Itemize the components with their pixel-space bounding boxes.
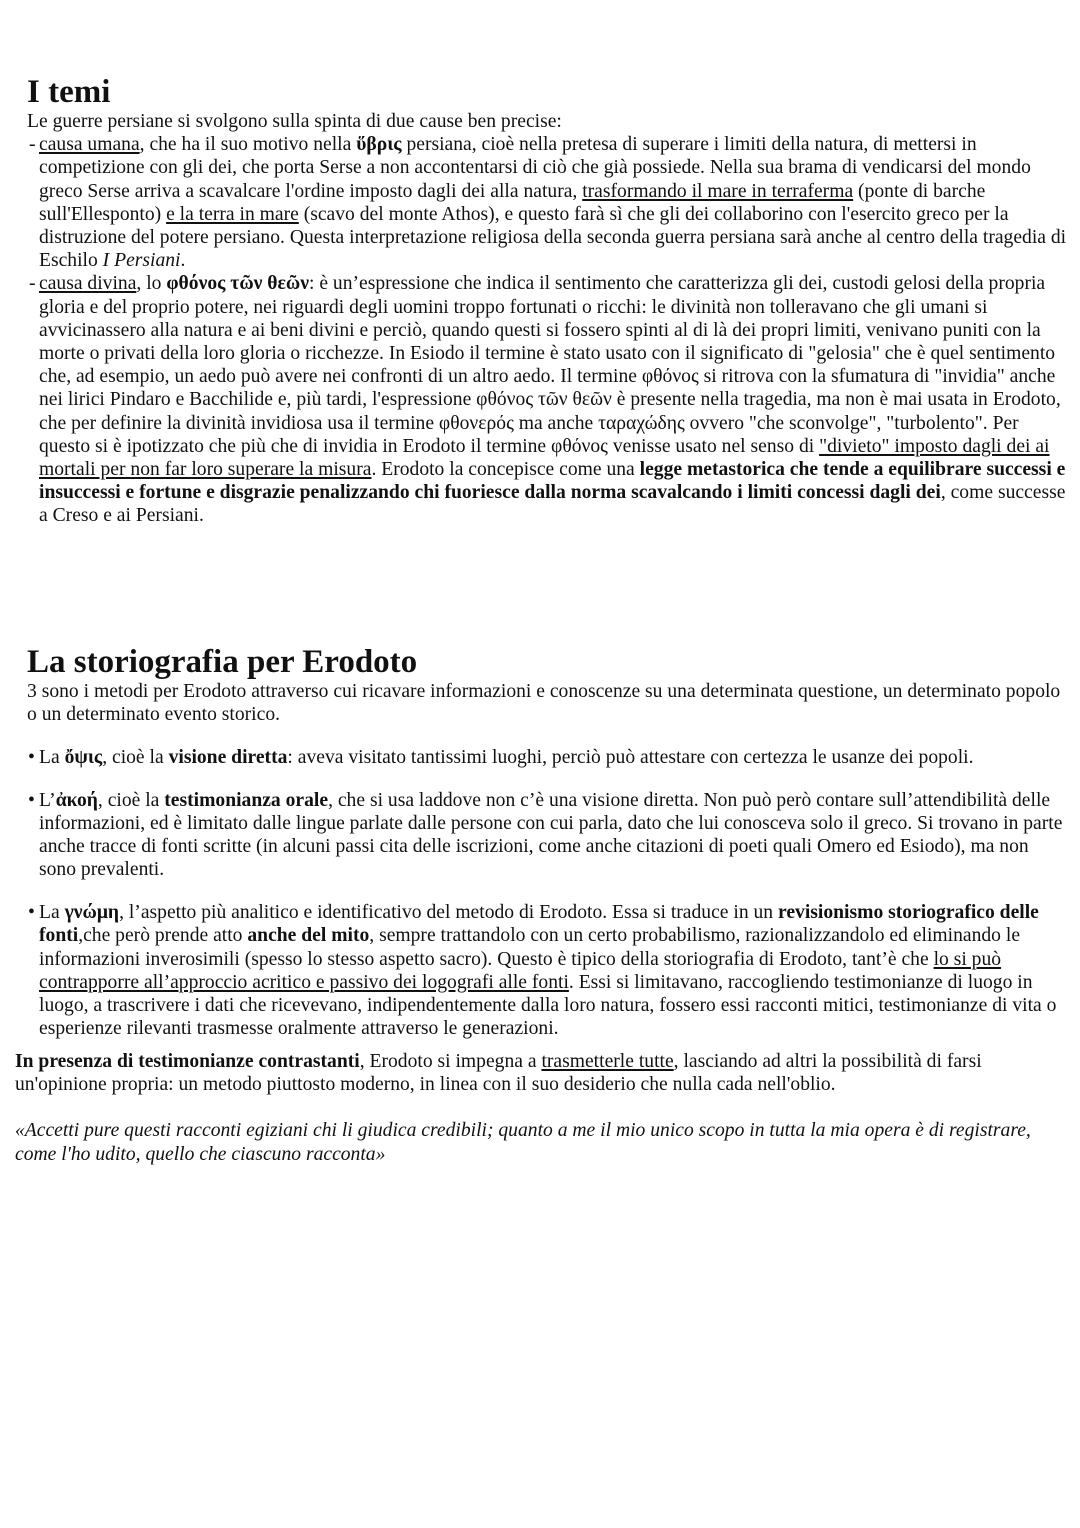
bullet-marker: • [28,789,35,811]
greek-term: γνώμη [64,902,120,924]
section-title-temi: I temi [27,74,111,110]
body-text: L’ [39,789,56,811]
underlined-label: causa umana [39,134,140,156]
body-text: , sempre trattandolo con un certo probabilismo, razionalizzandolo ed eliminando le informazioni inverosimili (spesso lo stesso aspetto sacro). Questo è tipico della storiografia di Erodoto, tant’è che [39,925,1021,970]
underlined-text: e la terra in mare [166,203,299,225]
underlined-text: trasmetterle tutte [541,1051,674,1072]
greek-term: ἀκοή [55,789,98,811]
body-text: , Erodoto si impegna a [359,1051,542,1072]
body-text: , come successe a Creso e ai Persiani. [39,482,1066,527]
bold-text: anche del mito [247,925,370,947]
bold-text: In presenza di testimonianze contrastanti [15,1051,360,1072]
list-item-causa-divina [27,272,1067,527]
body-text: : è un’espressione che indica il sentimento che caratterizza gli dei, custodi gelosi della propria gloria e del proprio potere, nei riguardi degli uomini troppo fortunati o ricchi: le divinità non tolleravano che gli umani si avvicinassero alla natura e ai beni divini e perciò, quando questi si fossero spinti al di là dei propri limiti, venivano puniti con la morte o privati della loro gloria o ricchezze. In Esiodo il termine è stato usato con il significato di "gelosia" che è quel sentimento che, ad esempio, un aedo può avere nei confronti di un altro aedo. Il termine φθόνος si ritrova con la sfumatura di "invidia" anche nei lirici Pindaro e Bacchilide e, più tardi, l'espressione φθόνος τῶν θεῶν è presente nella tragedia, ma non è mai usata in Erodoto, che per definire la divinità invidiosa usa il termine φθονερός ma anche ταραχώδης ovvero "che sconvolge", "turbolento". Per questo si è ipotizzato che più che di invidia in Erodoto il termine φθόνος venisse usato nel senso di [39,273,1061,457]
body-text: persiana, cioè nella pretesa di superare i limiti della natura, di mettersi in competizione con gli dei, che porta Serse a non accontentarsi di ciò che già possiede. Nella sua brama di vendicarsi del mondo greco Serse arriva a scavalcare l'ordine imposto dagli dei alla natura, [39,134,1031,202]
closing-section [15,1050,1065,1166]
body-text: . Erodoto la concepisce come una [371,459,640,481]
dash-marker: - [29,273,36,295]
quote-paragraph [15,1119,1065,1165]
list-item-akoe [27,789,1067,882]
body-text: . [180,250,186,272]
body-text: . Essi si limitavano, raccogliendo testimonianze di luogo in luogo, a trascrivere i dati che ricevevano, indipendentemente dalla loro natura, fossero essi racconti mitici, testimonianze di vita o esperienze rilevanti trasmesse oralmente attraverso le generazioni. [39,971,1057,1040]
bold-text: legge metastorica che tende a equilibrare successi e insuccessi e fortune e disgrazie penalizzando chi fuoriesce dalla norma scavalcando i limiti concessi dagli dei [39,459,1066,504]
section-intro: Le guerre persiane si svolgono sulla spinta di due cause ben precise: [27,111,562,132]
body-text: (ponte di barche sull'Ellesponto) [39,180,986,225]
body-text: , che si usa laddove non c’è una visione diretta. Non può però contare sull’attendibilità delle informazioni, ed è limitato dalle lingue parlate dalle persone con cui parla, dato che lui conosceva solo il greco. Si trovano in parte anche tracce di fonti scritte (in alcuni passi cita delle iscrizioni, come anche citazioni di poeti quali Omero ed Esiodo), ma non sono prevalenti. [39,789,1063,881]
section-temi [27,74,1067,528]
dash-marker: - [29,134,36,156]
bold-text: testimonianza orale [164,789,329,811]
body-text: La [39,747,65,768]
underlined-text: "divieto" imposto dagli dei ai mortali per non far loro superare la misura [39,435,1050,481]
underlined-label: causa divina [39,273,137,295]
body-text: , l’aspetto più analitico e identificativo del metodo di Erodoto. Essa si traduce in un [119,902,779,924]
greek-term: ὕβρις [356,134,402,156]
section-title-storiografia: La storiografia per Erodoto [27,644,418,680]
body-text: (scavo del monte Athos), e questo farà sì che gli dei collaborino con l'esercito greco per la distruzione del potere persiano. Questa interpretazione religiosa della seconda guerra persiana sarà anche al centro della tragedia di Eschilo [39,203,1067,272]
closing-paragraph [15,1050,1065,1096]
greek-term: φθόνος τῶν θεῶν [166,273,309,295]
work-title: I Persiani [102,250,181,272]
section-intro: 3 sono i metodi per Erodoto attraverso cui ricavare informazioni e conoscenze su una determinata questione, un determinato popolo o un determinato evento storico. [27,681,1061,726]
body-text: , cioè la [102,747,169,768]
body-text: La [39,902,65,924]
section-storiografia [27,644,1067,1060]
quote-text: «Accetti pure questi racconti egiziani chi li giudica credibili; quanto a me il mio unico scopo in tutta la mia opera è di registrare, come l'ho udito, quello che ciascuno racconta» [15,1120,1031,1165]
list-item-gnome [27,901,1067,1040]
body-text: : aveva visitato tantissimi luoghi, perciò può attestare con certezza le usanze dei popoli. [287,747,974,768]
underlined-text: trasformando il mare in terraferma [582,180,854,202]
bullet-marker: • [28,902,35,924]
list-item-causa-umana [27,133,1067,272]
bullet-marker: • [28,747,35,768]
body-text: , lo [136,273,167,295]
body-text: ,che però prende atto [78,925,248,947]
bold-text: revisionismo storiografico delle fonti [39,902,1039,947]
bold-text: visione diretta [168,747,288,768]
body-text: , che ha il suo motivo nella [139,134,357,156]
greek-term: ὄψις [64,747,103,768]
body-text: , lasciando ad altri la possibilità di farsi un'opinione propria: un metodo piuttosto moderno, in linea con il suo desiderio che nulla cada nell'oblio. [15,1051,982,1096]
list-item-opsis [27,746,1067,769]
body-text: , cioè la [97,789,165,811]
underlined-text: lo si può contrapporre all’approccio acritico e passivo dei logografi alle fonti [39,948,1002,993]
